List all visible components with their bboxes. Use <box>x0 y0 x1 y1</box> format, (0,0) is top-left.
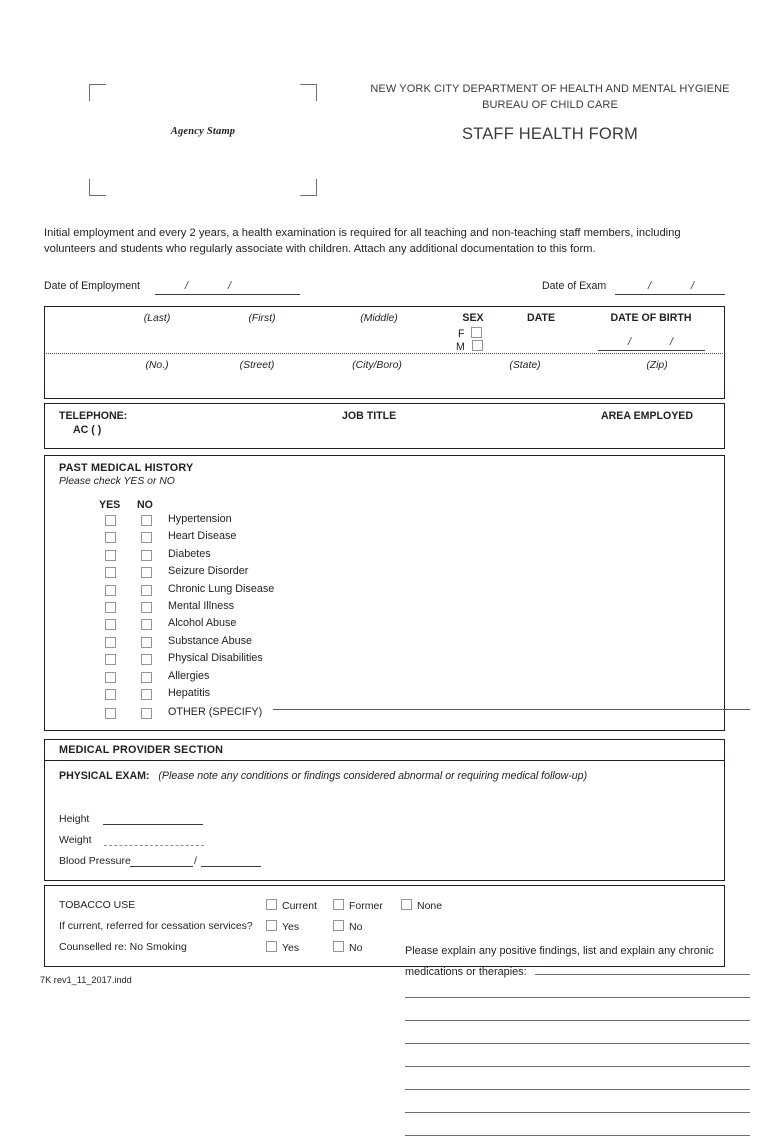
date-of-birth-field[interactable] <box>598 350 705 351</box>
sex-male-label: M <box>456 341 465 353</box>
counselled-no-label: No <box>349 942 363 954</box>
yes-column-header: YES <box>99 499 121 511</box>
date-row <box>44 278 724 298</box>
list-item[interactable] <box>45 600 385 617</box>
explanation-field-line-0[interactable] <box>535 974 750 975</box>
condition-yes-checkbox[interactable] <box>105 602 116 613</box>
explanation-line-1: Please explain any positive findings, list and explain any chronic <box>405 945 714 957</box>
address-row <box>44 354 725 399</box>
condition-no-checkbox[interactable] <box>141 689 152 700</box>
cessation-referral-label: If current, referred for cessation services? <box>59 920 253 932</box>
tobacco-none-label: None <box>417 900 443 912</box>
sex-female-option[interactable] <box>458 327 482 340</box>
condition-no-checkbox[interactable] <box>141 654 152 665</box>
department-line-2: BUREAU OF CHILD CARE <box>482 98 618 111</box>
telephone-row <box>44 403 725 449</box>
caption-city-boro: (City/Boro) <box>352 360 402 371</box>
condition-yes-checkbox[interactable] <box>105 689 116 700</box>
counselled-no-checkbox[interactable] <box>333 941 344 952</box>
blood-pressure-diastolic-field[interactable] <box>201 866 261 867</box>
condition-no-checkbox[interactable] <box>141 602 152 613</box>
tobacco-option-former[interactable] <box>333 899 383 912</box>
condition-label: Alcohol Abuse <box>168 617 237 630</box>
condition-no-checkbox[interactable] <box>141 515 152 526</box>
date-of-employment-slash-1: / <box>185 280 189 292</box>
weight-label: Weight <box>59 834 92 846</box>
tobacco-option-current[interactable] <box>266 899 317 912</box>
tobacco-use-label: TOBACCO USE <box>59 899 136 911</box>
condition-yes-checkbox[interactable] <box>105 619 116 630</box>
cessation-yes-checkbox[interactable] <box>266 920 277 931</box>
sex-female-checkbox[interactable] <box>471 327 482 338</box>
no-column-header: NO <box>137 499 153 511</box>
sex-female-label: F <box>458 328 465 340</box>
condition-no-checkbox[interactable] <box>141 585 152 596</box>
cessation-no-label: No <box>349 921 363 933</box>
past-medical-history-subtitle: Please check YES or NO <box>59 476 175 487</box>
date-of-employment-slash-2: / <box>228 280 232 292</box>
past-medical-history-title: PAST MEDICAL HISTORY <box>59 462 194 474</box>
condition-yes-checkbox[interactable] <box>105 515 116 526</box>
sex-male-option[interactable] <box>456 340 483 353</box>
physical-exam-header <box>59 770 587 782</box>
condition-label: Physical Disabilities <box>168 652 263 665</box>
explanation-field-line-2[interactable] <box>405 1020 750 1021</box>
tobacco-current-label: Current <box>282 900 318 912</box>
weight-field[interactable] <box>104 845 204 846</box>
counselled-option-yes[interactable] <box>266 941 299 954</box>
telephone-area-code-field[interactable]: AC ( ) <box>73 424 102 436</box>
caption-middle: (Middle) <box>360 313 398 324</box>
condition-no-checkbox[interactable] <box>141 532 152 543</box>
date-column-header: DATE <box>526 312 556 324</box>
list-item[interactable] <box>45 704 385 724</box>
condition-no-checkbox[interactable] <box>141 619 152 630</box>
tobacco-none-checkbox[interactable] <box>401 899 412 910</box>
tobacco-former-checkbox[interactable] <box>333 899 344 910</box>
caption-first: (First) <box>248 313 276 324</box>
list-item[interactable] <box>45 617 385 634</box>
crop-mark-top-left-icon <box>89 84 106 101</box>
crop-mark-bottom-left-icon <box>89 179 106 196</box>
cessation-option-no[interactable] <box>333 920 362 933</box>
condition-yes-checkbox[interactable] <box>105 654 116 665</box>
name-row <box>44 306 725 354</box>
employment-table <box>44 403 725 449</box>
cessation-yes-label: Yes <box>282 921 300 933</box>
sex-column-header: SEX <box>462 312 484 324</box>
cessation-option-yes[interactable] <box>266 920 299 933</box>
condition-yes-checkbox[interactable] <box>105 672 116 683</box>
physical-exam-section <box>44 761 725 881</box>
list-item[interactable] <box>45 583 385 600</box>
medical-provider-section-header <box>44 739 725 761</box>
cessation-no-checkbox[interactable] <box>333 920 344 931</box>
condition-label: Chronic Lung Disease <box>168 582 275 595</box>
date-of-exam-slash-1: / <box>648 280 652 292</box>
condition-list <box>45 513 385 724</box>
crop-mark-top-right-icon <box>300 84 317 101</box>
list-item[interactable] <box>45 670 385 687</box>
list-item[interactable] <box>45 530 385 547</box>
condition-yes-checkbox[interactable] <box>105 708 116 719</box>
condition-yes-checkbox[interactable] <box>105 532 116 543</box>
counselled-label: Counselled re: No Smoking <box>59 941 187 953</box>
condition-label: Diabetes <box>168 547 211 560</box>
counselled-yes-checkbox[interactable] <box>266 941 277 952</box>
identity-table <box>44 306 725 399</box>
condition-label: Seizure Disorder <box>168 565 249 578</box>
counselled-option-no[interactable] <box>333 941 362 954</box>
date-of-exam-slash-2: / <box>691 280 695 292</box>
tobacco-former-label: Former <box>349 900 383 912</box>
condition-label-other: OTHER (SPECIFY) <box>168 706 263 719</box>
blood-pressure-systolic-field[interactable] <box>130 866 193 867</box>
condition-no-checkbox[interactable] <box>141 637 152 648</box>
date-of-exam-label: Date of Exam <box>542 280 607 292</box>
condition-no-checkbox[interactable] <box>141 708 152 719</box>
tobacco-current-checkbox[interactable] <box>266 899 277 910</box>
dob-slash-1: / <box>628 336 632 348</box>
footer-document-id: 7K rev1_11_2017.indd <box>40 975 132 985</box>
list-item[interactable] <box>45 513 385 530</box>
medical-provider-section-title: MEDICAL PROVIDER SECTION <box>59 744 224 756</box>
caption-street: (Street) <box>239 360 275 371</box>
caption-zip: (Zip) <box>646 360 668 371</box>
explanation-field-line-3[interactable] <box>405 1043 750 1044</box>
tobacco-option-none[interactable] <box>401 899 442 912</box>
condition-yes-checkbox[interactable] <box>105 550 116 561</box>
condition-label: Hepatitis <box>168 686 211 699</box>
caption-last: (Last) <box>143 313 171 324</box>
form-title: STAFF HEALTH FORM <box>461 125 639 143</box>
blood-pressure-label: Blood Pressure <box>59 855 131 867</box>
area-employed-label: AREA EMPLOYED <box>601 410 694 422</box>
condition-yes-checkbox[interactable] <box>105 567 116 578</box>
crop-mark-bottom-right-icon <box>300 179 317 196</box>
condition-label: Heart Disease <box>168 530 237 543</box>
explanation-field-line-4[interactable] <box>405 1066 750 1067</box>
dob-slash-2: / <box>670 336 674 348</box>
condition-label: Mental Illness <box>168 599 235 612</box>
physical-exam-note: (Please note any conditions or findings considered abnormal or requiring medical follow-up) <box>158 770 588 782</box>
physical-exam-label: PHYSICAL EXAM: <box>59 770 150 782</box>
date-of-exam-field[interactable] <box>615 294 725 295</box>
counselled-yes-label: Yes <box>282 942 300 954</box>
condition-label: Hypertension <box>168 513 232 525</box>
department-heading <box>350 82 750 113</box>
height-field[interactable] <box>103 824 203 825</box>
telephone-label: TELEPHONE: <box>59 410 128 422</box>
blood-pressure-slash: / <box>194 855 197 867</box>
condition-label: Substance Abuse <box>168 634 253 647</box>
condition-yes-checkbox[interactable] <box>105 637 116 648</box>
other-specify-field[interactable] <box>273 709 750 710</box>
caption-number: (No.) <box>145 360 169 371</box>
condition-yes-checkbox[interactable] <box>105 585 116 596</box>
list-item[interactable] <box>45 652 385 669</box>
tobacco-use-section <box>44 885 725 967</box>
intro-paragraph: Initial employment and every 2 years, a health examination is required for all teaching and non-teaching staff members, including volunteers and students who regularly associate with children. Attach any additional documentation to this form. <box>44 227 681 255</box>
caption-state: (State) <box>509 360 541 371</box>
condition-no-checkbox[interactable] <box>141 550 152 561</box>
agency-stamp-box <box>89 84 317 196</box>
list-item[interactable] <box>45 565 385 582</box>
agency-stamp-label: Agency Stamp <box>170 126 236 137</box>
date-of-employment-field[interactable] <box>155 294 300 295</box>
condition-label: Allergies <box>168 669 210 682</box>
list-item[interactable] <box>45 548 385 565</box>
list-item[interactable] <box>45 635 385 652</box>
list-item[interactable] <box>45 687 385 704</box>
date-of-employment-label: Date of Employment <box>44 280 140 292</box>
sex-male-checkbox[interactable] <box>472 340 483 351</box>
dob-column-header: DATE OF BIRTH <box>610 312 692 324</box>
explanation-line-2: medications or therapies: <box>405 966 527 978</box>
explanation-field-line-1[interactable] <box>405 997 750 998</box>
condition-no-checkbox[interactable] <box>141 567 152 578</box>
page-header <box>0 0 770 205</box>
explanation-field-line-5[interactable] <box>405 1089 750 1090</box>
department-line-1: NEW YORK CITY DEPARTMENT OF HEALTH AND MENTAL HYGIENE <box>370 83 730 95</box>
condition-no-checkbox[interactable] <box>141 672 152 683</box>
explanation-field-line-6[interactable] <box>405 1112 750 1113</box>
job-title-label: JOB TITLE <box>342 410 397 422</box>
height-label: Height <box>59 813 90 825</box>
